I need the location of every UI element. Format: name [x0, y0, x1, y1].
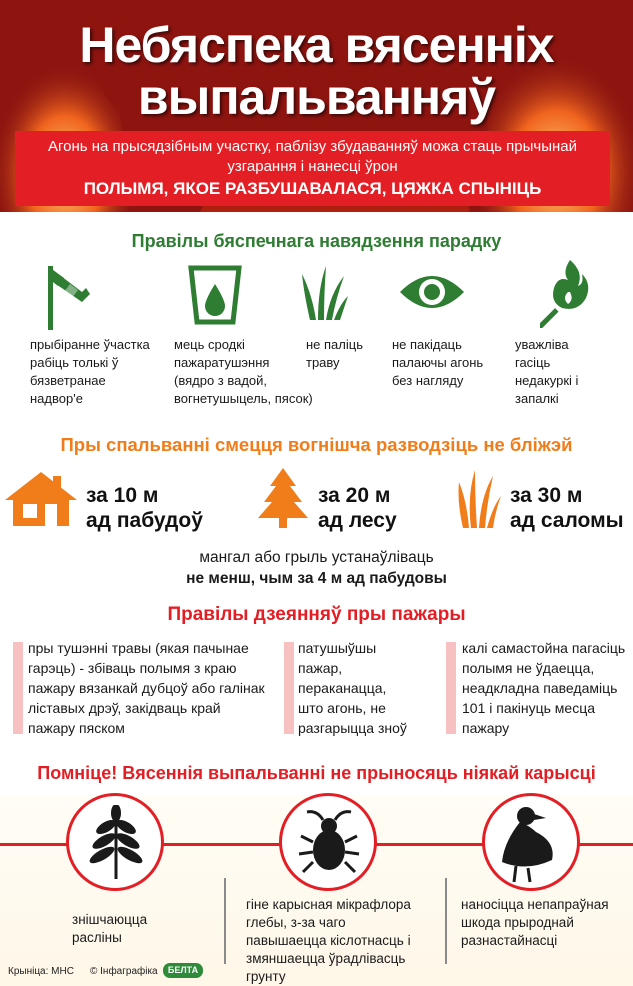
- action-text-2: патушыўшы пажар, пераканацца, што агонь, не разгарыцца зноў: [298, 640, 407, 736]
- tree-icon: [256, 466, 310, 528]
- bird-icon: [496, 802, 568, 884]
- eye-icon: [398, 270, 466, 314]
- burning-match-icon: [540, 258, 592, 328]
- plant-leaf-icon: [84, 805, 148, 881]
- beetle-icon: [297, 808, 361, 876]
- page-title-line1: Небяспека вясенніх: [79, 17, 554, 73]
- action-text-3: калі самастойна пагасіць полымя не ўдаецца, неадкладна паведаміць 101 і пакінуць месца пажару: [462, 640, 626, 736]
- action-bar-2: [284, 642, 294, 734]
- divider-1: [224, 878, 226, 964]
- subtitle-line2: узгарання і нанесці ўрон: [227, 158, 398, 175]
- page-title-line2: выпальванняў: [137, 69, 496, 125]
- harm-text-2: гіне карысная мікрафлора глебы, з-за чаго павышаецца кіслотнасць і змяншаецца ўрадлівасць грунту: [246, 897, 411, 984]
- distance-text-3: за 30 м ад саломы: [510, 484, 624, 532]
- grill-line1: мангал або грыль устанаўліваць: [199, 549, 434, 566]
- rule-text-3: не паліць траву: [306, 337, 363, 370]
- action-bar-3: [446, 642, 456, 734]
- action-bar-1: [13, 642, 23, 734]
- harm-heading: Помніце! Вясеннія выпальванні не прыносяць ніякай карысці: [37, 763, 596, 783]
- water-bucket-icon: [187, 264, 243, 326]
- windsock-icon: [42, 262, 98, 332]
- rule-text-5: уважліва гасіць недакуркі і запалкі: [515, 337, 579, 406]
- warning-text: ПОЛЫМЯ, ЯКОЕ РАЗБУШАВАЛАСЯ, ЦЯЖКА СПЫНІЦЬ: [83, 179, 542, 198]
- rule-text-4: не пакідаць палаючы агонь без нагляду: [392, 337, 484, 388]
- harm-text-1: знішчаюцца расліны: [72, 912, 148, 945]
- source-text: Крыніца: МНС: [8, 966, 74, 977]
- belta-logo: БЕЛТА: [163, 963, 203, 978]
- rules-heading: Правілы бяспечнага навядзення парадку: [131, 231, 502, 251]
- grill-line2: не менш, чым за 4 м ад пабудовы: [186, 570, 447, 587]
- distances-heading: Пры спальванні смецця вогнішча разводзіць не бліжэй: [60, 434, 573, 455]
- grass-icon: [300, 264, 350, 320]
- rule-text-2: мець сродкі пажаратушэння (вядро з вадой, вогнетушыцель, пясок): [174, 337, 313, 406]
- credit-text: © Інфаграфіка: [90, 966, 158, 977]
- house-icon: [3, 470, 79, 528]
- straw-icon: [455, 466, 501, 528]
- actions-heading: Правілы дзеянняў пры пажары: [167, 604, 466, 625]
- subtitle-line1: Агонь на прысядзібным участку, паблізу збудаванняў можа стаць прычынай: [47, 138, 577, 155]
- distance-text-2: за 20 м ад лесу: [318, 484, 397, 532]
- action-text-1: пры тушэнні травы (якая пачынае гарэць) - збіваць полымя з краю пажару вязанкай дубцоў або галінак ліставых дрэў, закідваць край пажару пяском: [28, 640, 265, 736]
- distance-text-1: за 10 м ад пабудоў: [86, 484, 203, 532]
- rule-text-1: прыбіранне ўчастка рабіць толькі ў бязветранае надвор'е: [30, 337, 150, 406]
- harm-text-3: наносіцца непапраўная шкода прыроднай разнастайнасці: [461, 897, 609, 948]
- divider-2: [445, 878, 447, 964]
